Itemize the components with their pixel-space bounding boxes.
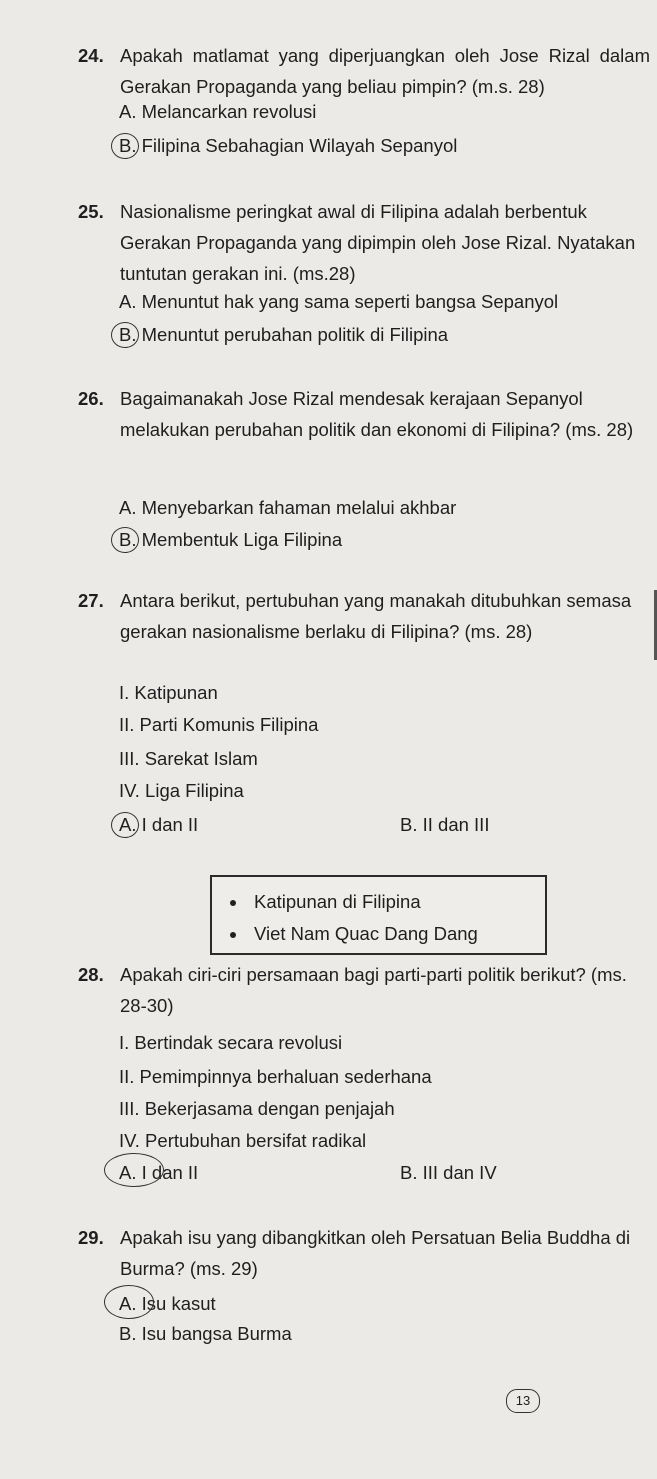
option-b: B. III dan IV [400,1162,497,1183]
question-text: Apakah matlamat yang diperjuangkan oleh Jose Rizal dalam Gerakan Propaganda yang beliau pimpin? (m.s. 28) [120,45,650,97]
answer-circle [111,527,139,553]
question-text: Nasionalisme peringkat awal di Filipina adalah berbentuk Gerakan Propaganda yang dipimpin oleh Jose Rizal. Nyatakan tuntutan gerakan ini. (ms.28) [120,201,636,284]
bullet-icon [230,900,236,906]
question-28 [78,959,650,1021]
question-25 [78,196,650,289]
question-number: 24. [78,45,104,66]
list-item: III. Bekerjasama dengan penjajah [119,1098,395,1119]
option-b: B. Filipina Sebahagian Wilayah Sepanyol [119,135,458,156]
question-24 [78,40,650,102]
question-text: Antara berikut, pertubuhan yang manakah ditubuhkan semasa gerakan nasionalisme berlaku di Filipina? (ms. 28) [120,590,632,642]
list-item: I. Katipunan [119,682,218,703]
question-27 [78,585,650,647]
list-item: IV. Pertubuhan bersifat radikal [119,1130,367,1151]
option-b: B. II dan III [400,814,490,835]
list-item: II. Parti Komunis Filipina [119,714,319,735]
option-a: A. Melancarkan revolusi [119,101,317,122]
list-item: I. Bertindak secara revolusi [119,1032,343,1053]
question-text: Apakah isu yang dibangkitkan oleh Persatuan Belia Buddha di Burma? (ms. 29) [120,1227,631,1279]
answer-circle [111,133,139,159]
box-item: Katipunan di Filipina [230,889,421,915]
question-26 [78,383,650,445]
option-b: B. Isu bangsa Burma [119,1323,292,1344]
question-number: 25. [78,201,104,222]
question-number: 26. [78,388,104,409]
question-number: 29. [78,1227,104,1248]
list-item: III. Sarekat Islam [119,748,258,769]
option-a: A. I dan II [119,814,199,835]
question-number: 27. [78,590,104,611]
question-text: Bagaimanakah Jose Rizal mendesak kerajaan Sepanyol melakukan perubahan politik dan ekonomi di Filipina? (ms. 28) [120,388,634,440]
answer-circle [111,322,139,348]
bullet-icon [230,932,236,938]
answer-circle [111,812,139,838]
reference-box [210,875,547,955]
question-text: Apakah ciri-ciri persamaan bagi parti-parti politik berikut? (ms. 28-30) [120,964,627,1016]
option-b: B. Menuntut perubahan politik di Filipina [119,324,449,345]
list-item: IV. Liga Filipina [119,780,244,801]
option-a: A. Menuntut hak yang sama seperti bangsa Sepanyol [119,291,559,312]
page-number: 13 [506,1389,540,1413]
option-a: A. Menyebarkan fahaman melalui akhbar [119,497,457,518]
option-b: B. Membentuk Liga Filipina [119,529,343,550]
question-29 [78,1222,650,1284]
question-number: 28. [78,964,104,985]
option-a: A. Isu kasut [119,1293,216,1314]
answer-circle [104,1285,154,1319]
list-item: II. Pemimpinnya berhaluan sederhana [119,1066,432,1087]
answer-circle [104,1153,164,1187]
option-a: A. I dan II [119,1162,199,1183]
box-item: Viet Nam Quac Dang Dang [230,921,478,947]
